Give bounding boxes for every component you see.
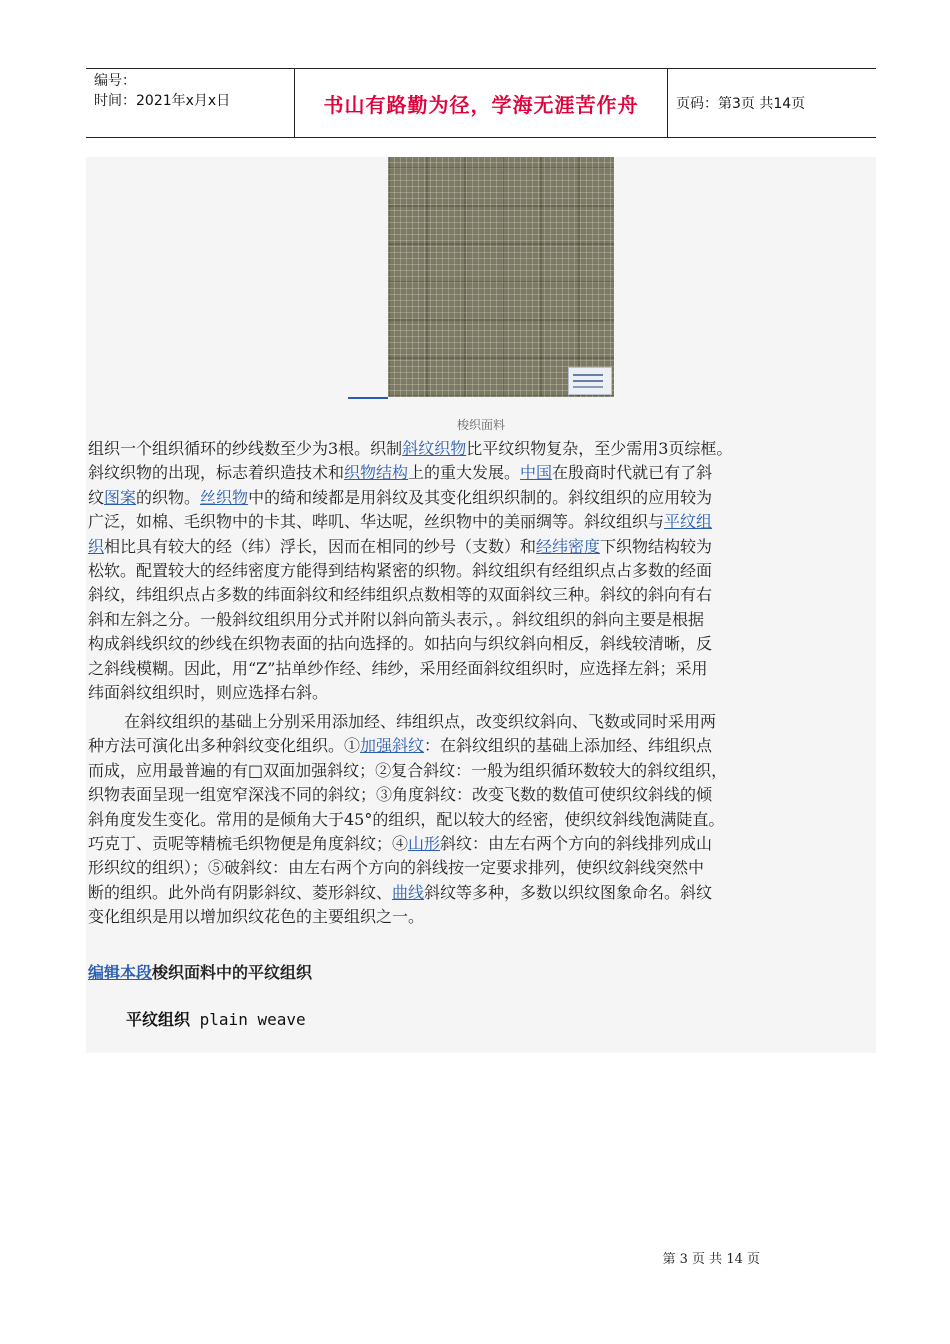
- text-segment: ：在斜纹组织的基础上添加经、纬组织点: [424, 736, 713, 756]
- text-segment: 变化组织是用以增加织纹花色的主要组织之一。: [88, 907, 425, 927]
- text-line: [88, 710, 874, 734]
- text-segment: 而成，应用最普遍的有□双面加强斜纹；②复合斜纹：一般为组织循环数较大的斜纹组织，: [88, 760, 728, 780]
- inline-link[interactable]: 织: [88, 536, 105, 556]
- figure-caption: 梭织面料: [456, 418, 505, 432]
- text-segment: 比平纹织物复杂，至少需用3页综框。: [466, 439, 733, 458]
- text-segment: 松软。配置较大的经纬密度方能得到结构紧密的织物。斜纹组织有经组织点占多数的经面: [88, 561, 713, 581]
- page-header: [86, 68, 876, 138]
- inline-link[interactable]: 织物结构: [344, 463, 409, 483]
- header-page-label: 页码：第3页 共14页: [676, 96, 806, 112]
- text-segment: 断的组织。此外尚有阴影斜纹、菱形斜纹、: [88, 882, 393, 902]
- edit-section-link[interactable]: 编辑本段: [88, 963, 153, 982]
- text-segment: 在斜纹组织的基础上分别采用添加经、纬组织点，改变织纹斜向、飞数或同时采用两: [124, 712, 717, 731]
- text-line: [88, 832, 874, 856]
- text-line: [88, 881, 874, 905]
- text-segment: 构成斜线织纹的纱线在织物表面的拈向选择的。如拈向与织纹斜向相反，斜线较清晰，反: [88, 634, 713, 654]
- text-line: [88, 759, 874, 783]
- image-link-underline[interactable]: [348, 397, 388, 399]
- inline-link[interactable]: 加强斜纹: [360, 736, 425, 756]
- text-line: [88, 632, 874, 656]
- text-line: [88, 583, 874, 607]
- header-motto: 书山有路勤为径，学海无涯苦作舟: [294, 69, 668, 137]
- text-segment: 下织物结构较为: [600, 536, 713, 556]
- text-segment: 斜和左斜之分。一般斜纹组织用分式并附以斜向箭头表示，。斜纹组织的斜向主要是根据: [88, 609, 705, 629]
- text-segment: 纹: [88, 487, 105, 507]
- text-segment: 广泛，如棉、毛织物中的卡其、哔叽、华达呢，丝织物中的美丽绸等。斜纹组织与: [88, 512, 665, 532]
- paragraph-twill-variations: [88, 710, 874, 930]
- inline-link[interactable]: 经纬密度: [536, 536, 601, 556]
- text-line: [88, 734, 874, 758]
- text-segment: 纬面斜纹组织时，则应选择右斜。: [88, 683, 329, 703]
- inline-link[interactable]: 斜纹织物: [402, 439, 467, 458]
- text-line: [88, 510, 874, 534]
- subheading-en: plain weave: [199, 1010, 306, 1029]
- text-line: [88, 486, 874, 510]
- inline-link[interactable]: 山形: [408, 834, 441, 854]
- section-heading: [88, 960, 312, 983]
- text-segment: 种方法可演化出多种斜纹变化组织。①: [88, 736, 361, 756]
- text-segment: 斜纹等多种，多数以织纹图象命名。斜纹: [424, 882, 713, 902]
- section-title: 梭织面料中的平纹组织: [152, 963, 313, 982]
- text-line: [88, 608, 874, 632]
- text-line: [88, 657, 874, 681]
- text-segment: 斜纹，纬组织点占多数的纬面斜纹和经纬组织点数相等的双面斜纹三种。斜纹的斜向有右: [88, 585, 713, 605]
- text-segment: 中的绮和绫都是用斜纹及其变化组织织制的。斜纹组织的应用较为: [248, 487, 713, 507]
- fabric-label-tag: [568, 367, 612, 395]
- text-segment: 形织纹的组织）；⑤破斜纹：由左右两个方向的斜线按一定要求排列，使织纹斜线突然中: [88, 858, 705, 878]
- text-line: [88, 808, 874, 832]
- inline-link[interactable]: 图案: [104, 487, 137, 507]
- inline-link[interactable]: 平纹组: [664, 512, 713, 532]
- inline-link[interactable]: 曲线: [392, 882, 425, 902]
- paragraph-twill-intro: [88, 437, 874, 705]
- subheading-cn: 平纹组织: [126, 1010, 191, 1029]
- document-number-label: 编号：: [94, 73, 136, 89]
- inline-link[interactable]: 丝织物: [200, 487, 249, 507]
- fabric-swatch-picture: [388, 157, 614, 397]
- text-line: [88, 856, 874, 880]
- text-line: [88, 535, 874, 559]
- header-meta: [86, 69, 294, 137]
- text-line: [88, 783, 874, 807]
- inline-link[interactable]: 中国: [520, 463, 553, 483]
- text-segment: 斜纹：由左右两个方向的斜线排列成山: [440, 834, 713, 854]
- text-segment: 斜纹织物的出现，标志着织造技术和: [88, 463, 345, 483]
- text-segment: 组织一个组织循环的纱线数至少为3根。织制: [88, 439, 403, 458]
- text-segment: 上的重大发展。: [408, 463, 521, 483]
- text-line: [88, 905, 874, 929]
- text-segment: 巧克丁、贡呢等精梳毛织物便是角度斜纹；④: [88, 834, 409, 854]
- text-line: [88, 559, 874, 583]
- document-time-label: 时间：2021年x月x日: [94, 93, 231, 109]
- text-line: [88, 681, 874, 705]
- article-content: [86, 157, 876, 1053]
- text-segment: 之斜线模糊。因此，用“Z”拈单纱作经、纬纱，采用经面斜纹组织时，应选择左斜；采用: [88, 658, 708, 678]
- text-segment: 在殷商时代就已有了斜: [552, 463, 713, 483]
- subheading-plain-weave: [126, 1007, 306, 1030]
- text-segment: 的织物。: [136, 487, 201, 507]
- text-segment: 织物表面呈现一组宽窄深浅不同的斜纹；③角度斜纹：改变飞数的数值可使织纹斜线的倾: [88, 785, 713, 805]
- text-segment: 斜角度发生变化。常用的是倾角大于45°的组织，配以较大的经密，使织纹斜线饱满陡直。: [88, 809, 725, 829]
- text-segment: 相比具有较大的经（纬）浮长，因而在相同的纱号（支数）和: [104, 536, 537, 556]
- page-footer: 第 3 页 共 14 页: [662, 1252, 760, 1267]
- text-line: [88, 437, 874, 461]
- text-line: [88, 461, 874, 485]
- fabric-image[interactable]: [388, 157, 614, 397]
